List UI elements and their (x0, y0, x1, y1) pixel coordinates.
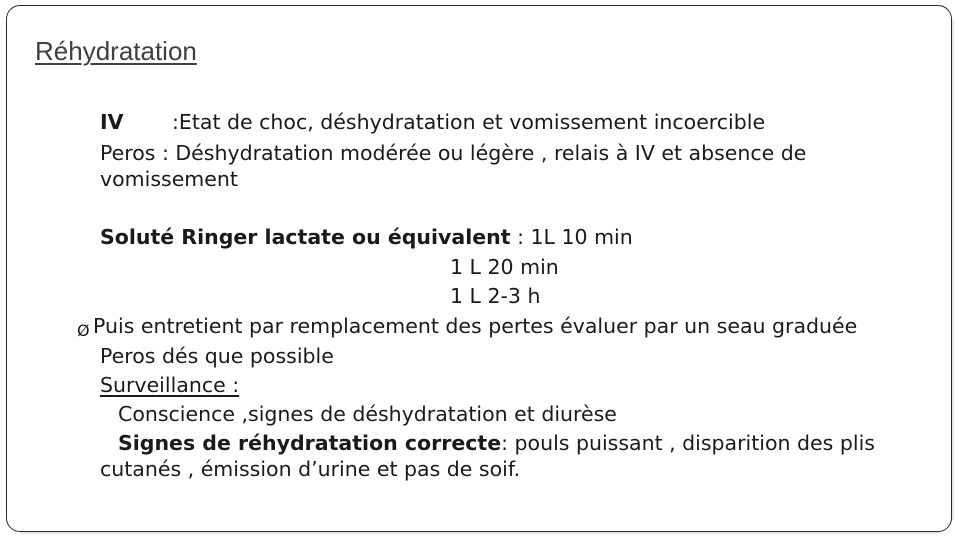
conscience-text: Conscience ,signes de déshydratation et diurèse (118, 402, 617, 426)
iv-text: :Etat de choc, déshydratation et vomissement incoercible (172, 110, 766, 134)
peros-line-1: Peros : Déshydratation modérée ou légère , relais à IV et absence de (100, 141, 807, 165)
surveillance-label: Surveillance : (100, 373, 240, 397)
dose-line-3: 1 L 2-3 h (450, 284, 541, 308)
arrow-bullet-icon: Ø (77, 321, 90, 340)
slide-title: Réhydratation (35, 36, 197, 66)
dose-line-2: 1 L 20 min (450, 255, 559, 279)
signes-line (118, 430, 875, 456)
signes-label: Signes de réhydratation correcte (118, 431, 502, 455)
peros-line-2: vomissement (100, 167, 238, 191)
signes-text: : pouls puissant , disparition des plis (501, 431, 875, 455)
iv-label: IV (100, 110, 124, 134)
puis-text: Puis entretient par remplacement des pertes évaluer par un seau graduée (93, 314, 858, 338)
solute-value: : 1L 10 min (510, 225, 633, 249)
solute-label: Soluté Ringer lactate ou équivalent (100, 225, 511, 249)
cutanes-text: cutanés , émission d’urine et pas de soif. (100, 457, 521, 481)
solute-line (100, 224, 633, 250)
peros-possible: Peros dés que possible (100, 344, 334, 368)
